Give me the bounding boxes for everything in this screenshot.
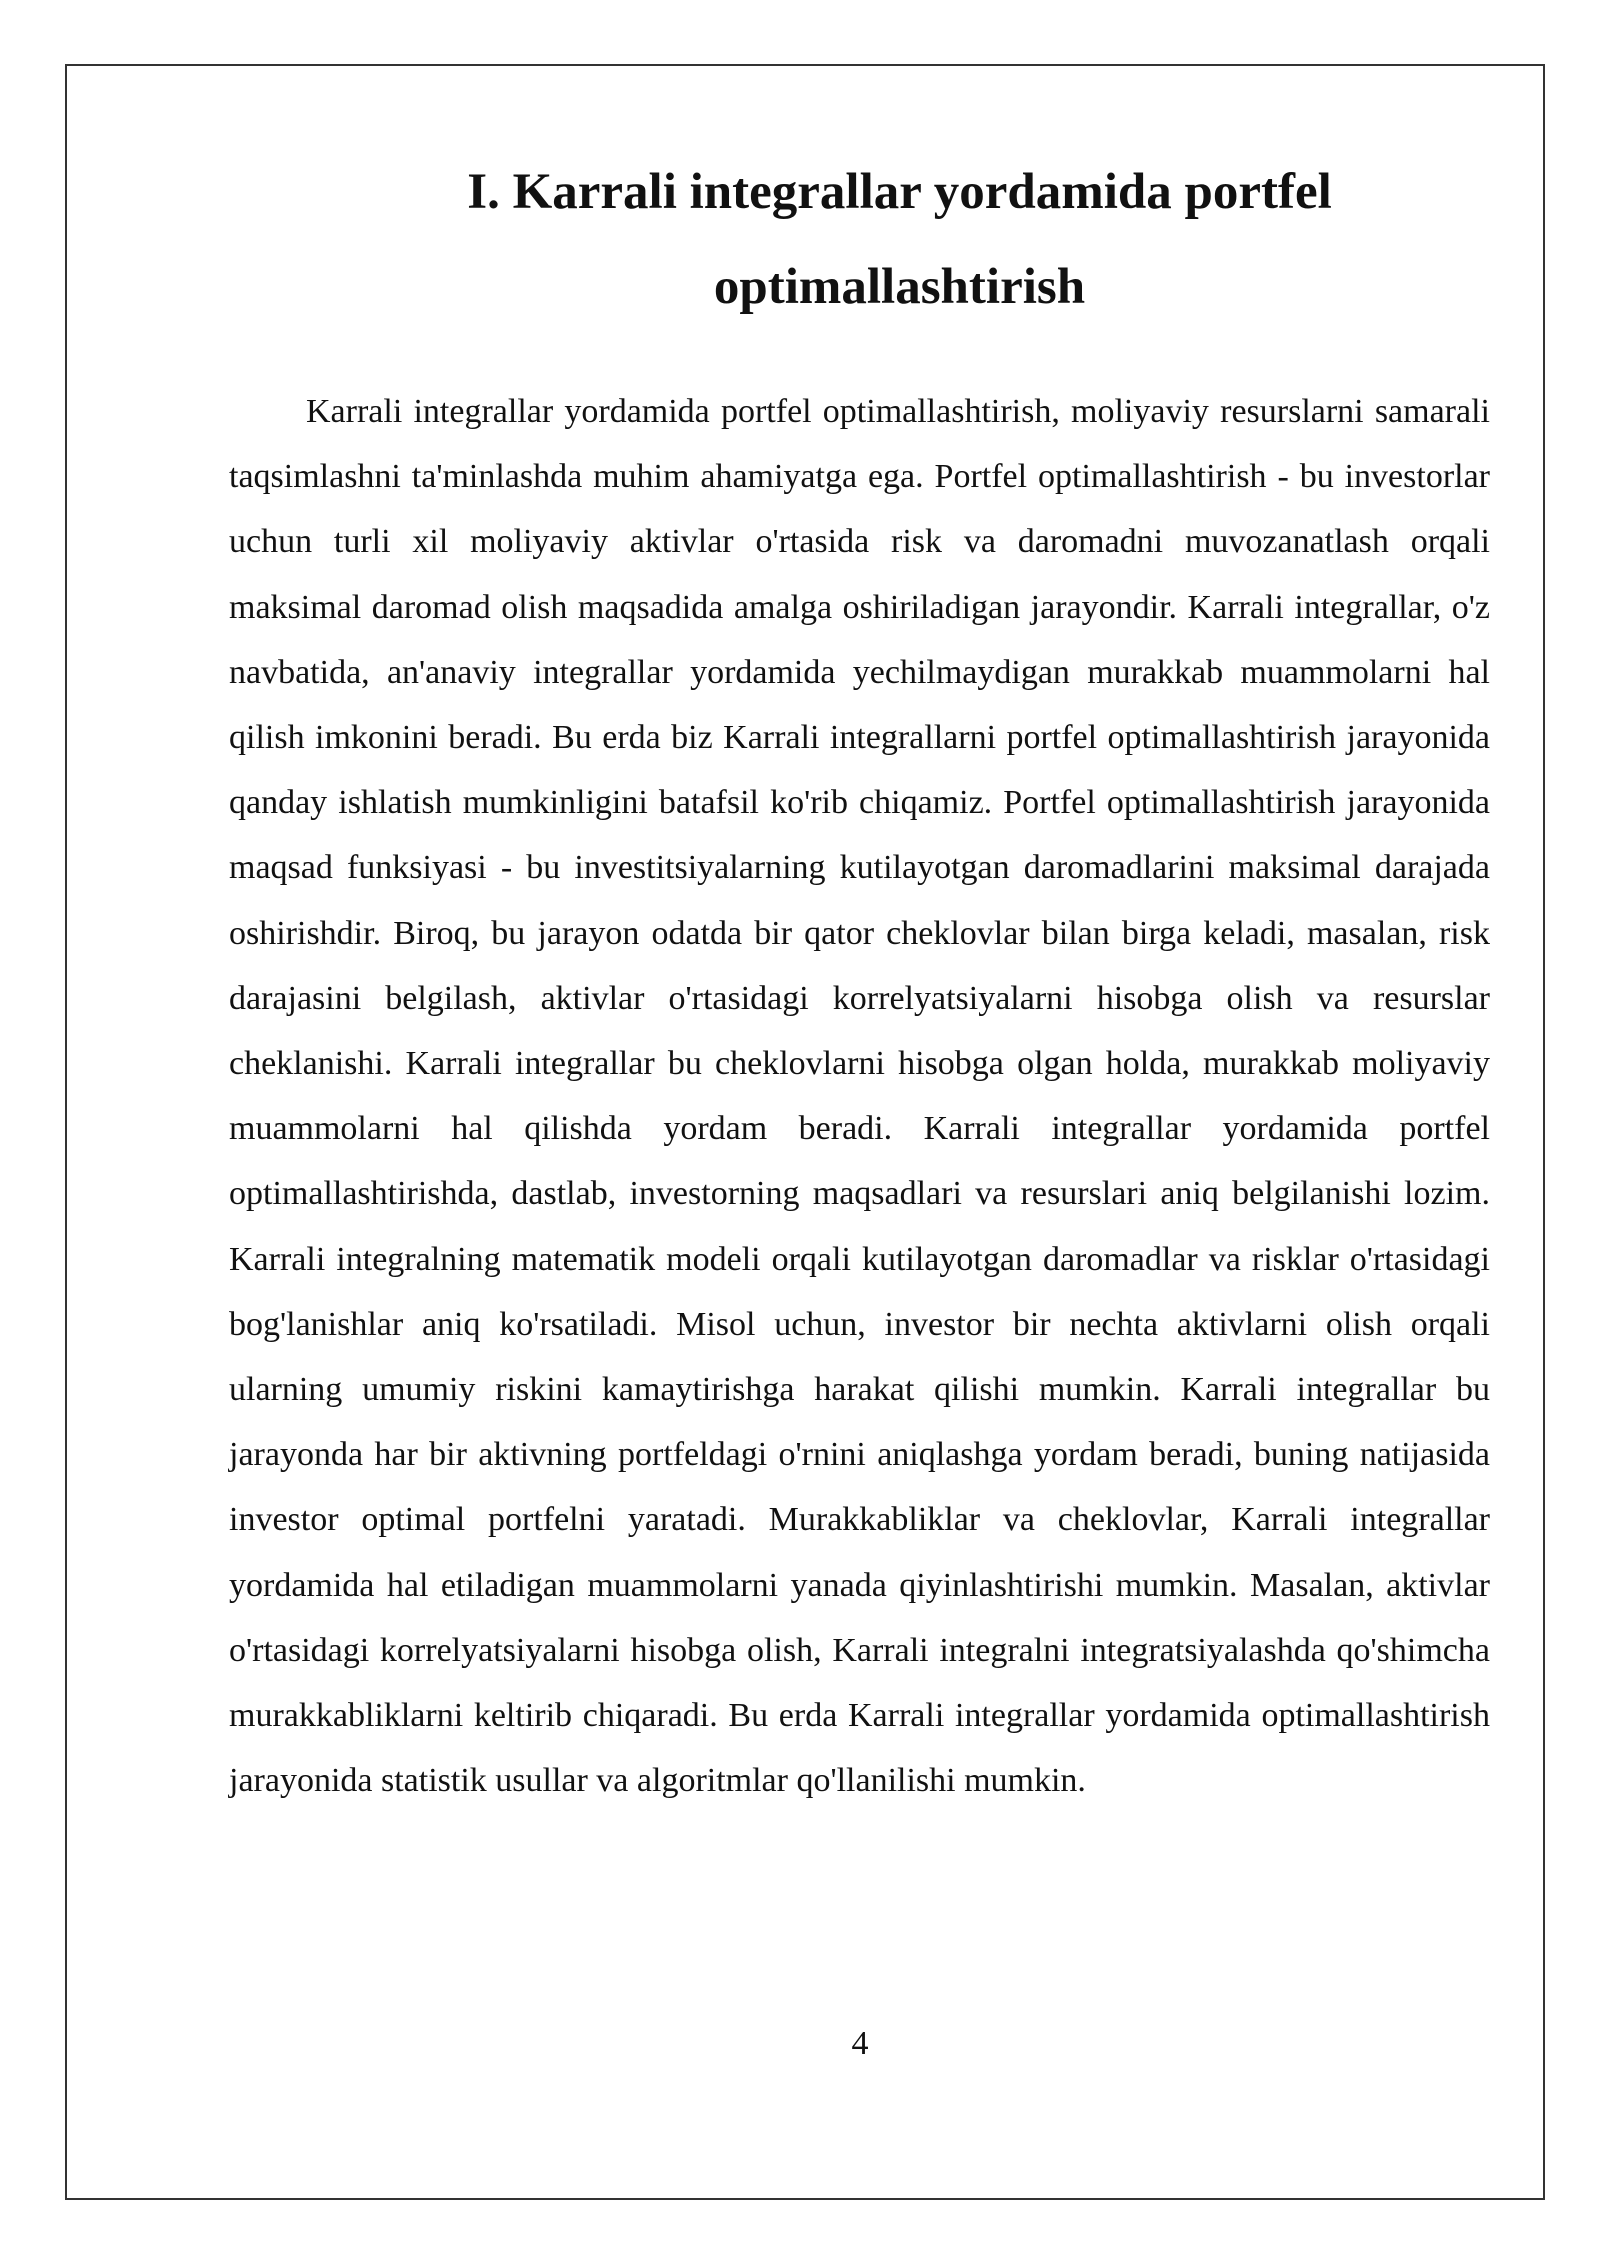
section-heading [229,145,1490,335]
section-heading-line-2: optimallashtirish [713,259,1086,315]
section-heading-line-1: I. Karrali integrallar yordamida portfel [467,164,1332,220]
body-paragraph: Karrali integrallar yordamida portfel optimallashtirish, moliyaviy resurslarni samarali taqsimlashni ta'minlashda muhim ahamiyatga ega. Portfel optimallashtirish - bu investorlar uchun turli xil moliyaviy aktivlar o'rtasida risk va daromadni muvozanatlash orqali maksimal daromad olish maqsadida amalga oshiriladigan jarayondir. Karrali integrallar, o'z navbatida, an'anaviy integrallar yordamida yechilmaydigan murakkab muammolarni hal qilish imkonini beradi. Bu erda biz Karrali integrallarni portfel optimallashtirish jarayonida qanday ishlatish mumkinligini batafsil ko'rib chiqamiz. Portfel optimallashtirish jarayonida maqsad funksiyasi - bu investitsiyalarning kutilayotgan daromadlarini maksimal darajada oshirishdir. Biroq, bu jarayon odatda bir qator cheklovlar bilan birga keladi, masalan, risk darajasini belgilash, aktivlar o'rtasidagi korrelyatsiyalarni hisobga olish va resurslar cheklanishi. Karrali integrallar bu cheklovlarni hisobga olgan holda, murakkab moliyaviy muammolarni hal qilishda yordam beradi. Karrali integrallar yordamida portfel optimallashtirishda, dastlab, investorning maqsadlari va resurslari aniq belgilanishi lozim. Karrali integralning matematik modeli orqali kutilayotgan daromadlar va risklar o'rtasidagi bog'lanishlar aniq ko'rsatiladi. Misol uchun, investor bir nechta aktivlarni olish orqali ularning umumiy riskini kamaytirishga harakat qilishi mumkin. Karrali integrallar bu jarayonda har bir aktivning portfeldagi o'rnini aniqlashga yordam beradi, buning natijasida investor optimal portfelni yaratadi. Murakkabliklar va cheklovlar, Karrali integrallar yordamida hal etiladigan muammolarni yanada qiyinlashtirishi mumkin. Masalan, aktivlar o'rtasidagi korrelyatsiyalarni hisobga olish, Karrali integralni integratsiyalashda qo'shimcha murakkabliklarni keltirib chiqaradi. Bu erda Karrali integrallar yordamida optimallashtirish jarayonida statistik usullar va algoritmlar qo'llanilishi mumkin. [229,393,1490,1800]
page-number: 4 [851,2025,869,2062]
page-content [229,145,1490,1813]
